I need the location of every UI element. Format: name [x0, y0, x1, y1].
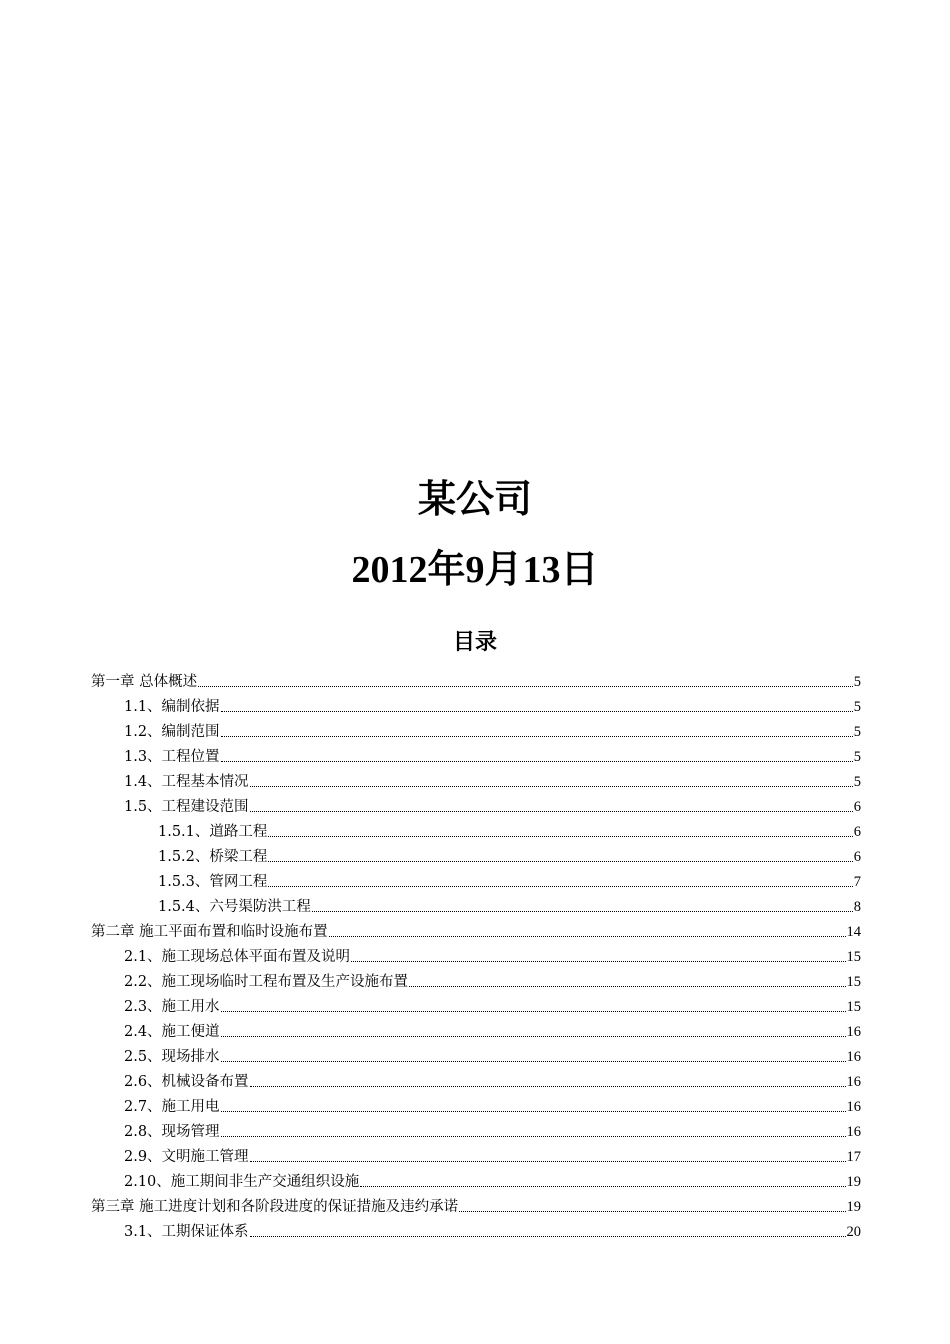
toc-title: 目录: [452, 630, 497, 655]
toc-entry-page-number: 19: [846, 1174, 861, 1190]
toc-entry-page-number: 7: [853, 874, 861, 890]
dot-leader: [250, 1086, 846, 1087]
toc-entry[interactable]: [91, 1116, 861, 1141]
dot-leader: [459, 1211, 845, 1212]
toc-entry[interactable]: [91, 716, 861, 741]
dot-leader: [250, 811, 853, 812]
toc-entry-page-number: 16: [846, 1099, 861, 1115]
toc-entry-label: 2.5、现场排水: [124, 1049, 220, 1065]
document-date: 2012年9月13日: [351, 549, 599, 591]
toc-entry-label: 2.6、机械设备布置: [124, 1074, 249, 1090]
toc-entry-label: 2.9、文明施工管理: [124, 1149, 249, 1165]
toc-entry-label: 1.5.4、六号渠防洪工程: [158, 899, 311, 915]
toc-entry-page-number: 8: [853, 899, 861, 915]
dot-leader: [221, 1036, 846, 1037]
toc-entry-label: 1.4、工程基本情况: [124, 774, 249, 790]
toc-entry[interactable]: [91, 1191, 861, 1216]
toc-entry[interactable]: [91, 841, 861, 866]
toc-entry[interactable]: [91, 1041, 861, 1066]
dot-leader: [312, 911, 853, 912]
toc-entry[interactable]: [91, 666, 861, 691]
toc-entry-page-number: 15: [846, 949, 861, 965]
toc-entry-label: 3.1、工期保证体系: [124, 1224, 249, 1240]
toc-entry-label: 第三章 施工进度计划和各阶段进度的保证措施及违约承诺: [91, 1199, 459, 1215]
toc-entry-page-number: 5: [853, 774, 861, 790]
toc-entry-label: 2.2、施工现场临时工程布置及生产设施布置: [124, 974, 409, 990]
toc-entry-label: 1.2、编制范围: [124, 724, 220, 740]
dot-leader: [360, 1186, 845, 1187]
toc-entry-label: 2.10、施工期间非生产交通组织设施: [124, 1174, 360, 1190]
toc-entry-page-number: 5: [853, 724, 861, 740]
toc-entry-label: 2.3、施工用水: [124, 999, 220, 1015]
toc-entry-label: 1.5.3、管网工程: [158, 874, 268, 890]
toc-entry[interactable]: [91, 691, 861, 716]
dot-leader: [221, 736, 853, 737]
toc-entry-page-number: 17: [846, 1149, 861, 1165]
toc-entry-label: 1.5.2、桥梁工程: [158, 849, 268, 865]
dot-leader: [198, 686, 853, 687]
company-name: 某公司: [417, 479, 532, 521]
toc-entry-page-number: 6: [853, 849, 861, 865]
toc-entry[interactable]: [91, 1141, 861, 1166]
toc-entry-page-number: 5: [853, 699, 861, 715]
toc-entry[interactable]: [91, 1016, 861, 1041]
toc-entry-page-number: 16: [846, 1074, 861, 1090]
toc-entry-label: 2.4、施工便道: [124, 1024, 220, 1040]
dot-leader: [250, 786, 853, 787]
toc-entry[interactable]: [91, 1216, 861, 1241]
dot-leader: [250, 1161, 846, 1162]
toc-entry-page-number: 20: [846, 1224, 861, 1240]
toc-entry[interactable]: [91, 866, 861, 891]
dot-leader: [351, 961, 845, 962]
toc-entry-label: 第二章 施工平面布置和临时设施布置: [91, 924, 328, 940]
dot-leader: [221, 761, 853, 762]
toc-entry-page-number: 14: [846, 924, 861, 940]
toc-entry[interactable]: [91, 1166, 861, 1191]
dot-leader: [268, 886, 852, 887]
toc-entry-page-number: 6: [853, 824, 861, 840]
toc-entry-page-number: 16: [846, 1024, 861, 1040]
toc-entry[interactable]: [91, 816, 861, 841]
toc-entry[interactable]: [91, 1066, 861, 1091]
toc-entry[interactable]: [91, 791, 861, 816]
dot-leader: [221, 1136, 846, 1137]
toc-entry-page-number: 15: [846, 974, 861, 990]
toc-entry-page-number: 5: [853, 674, 861, 690]
dot-leader: [221, 1061, 846, 1062]
dot-leader: [409, 986, 845, 987]
toc-entry-page-number: 19: [846, 1199, 861, 1215]
toc-entry[interactable]: [91, 941, 861, 966]
dot-leader: [221, 1011, 846, 1012]
toc-entry[interactable]: [91, 891, 861, 916]
toc-entry-label: 2.7、施工用电: [124, 1099, 220, 1115]
toc-entry-page-number: 6: [853, 799, 861, 815]
toc-entry[interactable]: [91, 991, 861, 1016]
toc-entry-label: 1.5、工程建设范围: [124, 799, 249, 815]
toc-entry-label: 2.1、施工现场总体平面布置及说明: [124, 949, 351, 965]
toc-entry-page-number: 16: [846, 1049, 861, 1065]
dot-leader: [268, 836, 852, 837]
toc-entry[interactable]: [91, 966, 861, 991]
dot-leader: [221, 711, 853, 712]
toc-entry-page-number: 15: [846, 999, 861, 1015]
toc-entry-label: 1.1、编制依据: [124, 699, 220, 715]
dot-leader: [250, 1236, 846, 1237]
toc-entry-label: 第一章 总体概述: [91, 674, 198, 690]
toc-entry-label: 1.3、工程位置: [124, 749, 220, 765]
toc-entry[interactable]: [91, 1091, 861, 1116]
toc-entry[interactable]: [91, 916, 861, 941]
toc-entry-label: 1.5.1、道路工程: [158, 824, 268, 840]
toc-entry[interactable]: [91, 741, 861, 766]
toc-entry-page-number: 5: [853, 749, 861, 765]
toc-entry-label: 2.8、现场管理: [124, 1124, 220, 1140]
dot-leader: [268, 861, 852, 862]
table-of-contents: [91, 666, 861, 1241]
dot-leader: [221, 1111, 846, 1112]
toc-entry[interactable]: [91, 766, 861, 791]
dot-leader: [329, 936, 846, 937]
toc-entry-page-number: 16: [846, 1124, 861, 1140]
